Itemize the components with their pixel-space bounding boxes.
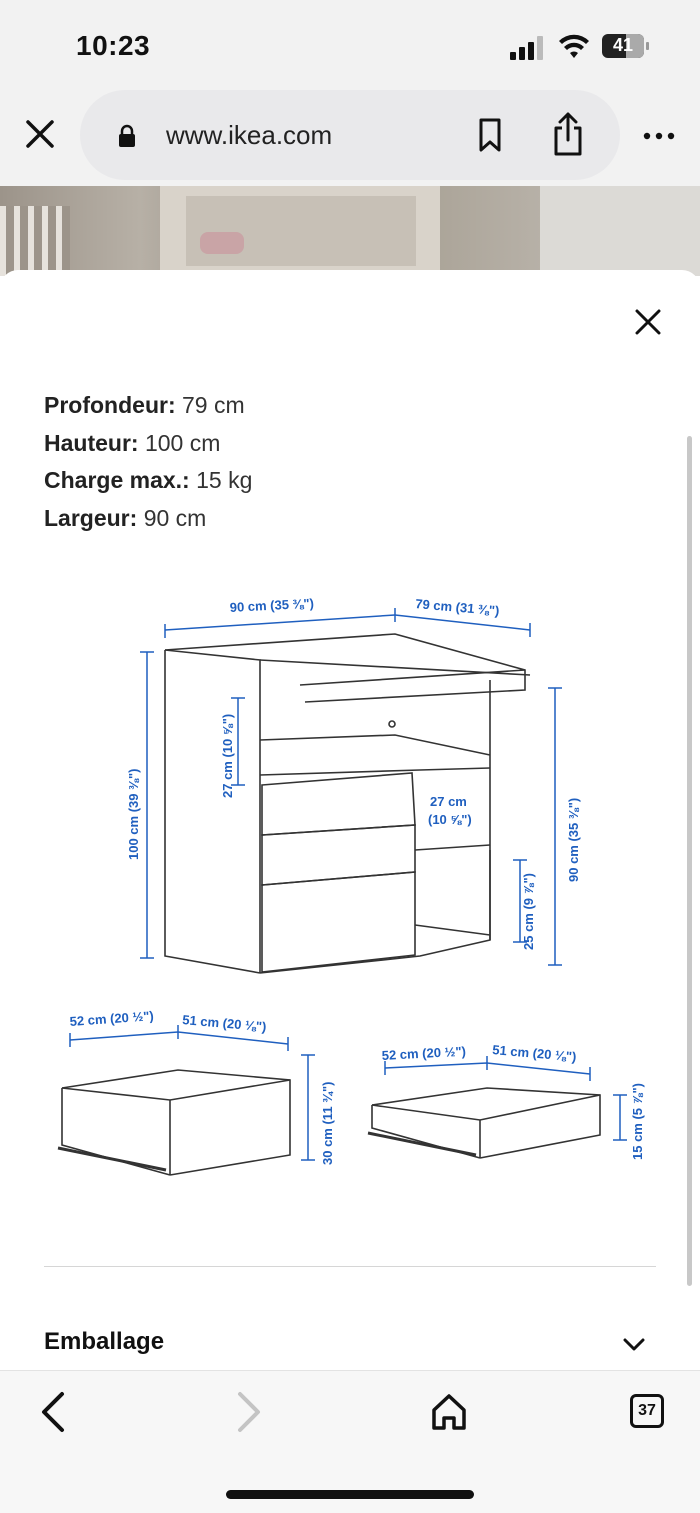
more-icon[interactable] (642, 126, 676, 146)
home-icon[interactable] (430, 1392, 468, 1432)
dim-side-gap-2: (10 ⅝") (428, 812, 472, 827)
divider (44, 1266, 656, 1267)
spec-depth: Profondeur: 79 cm (44, 392, 245, 418)
close-tab-icon[interactable] (22, 116, 58, 152)
battery-icon (602, 34, 650, 60)
status-time: 10:23 (76, 30, 151, 61)
dim-drawer1-depth: 51 cm (20 ⅛") (181, 1012, 267, 1035)
dim-drawer1-height: 30 cm (11 ¾") (320, 1081, 335, 1165)
url-text[interactable]: www.ikea.com (166, 120, 333, 150)
bookmark-icon[interactable] (478, 118, 502, 152)
scrollbar[interactable] (687, 436, 692, 1286)
address-bar[interactable] (80, 90, 620, 180)
dim-shelf-gap: 27 cm (10 ⅝") (220, 713, 235, 798)
signal-icon (510, 36, 546, 60)
dim-drawer2-width: 52 cm (20 ½") (381, 1043, 467, 1063)
dim-drawer1-width: 52 cm (20 ½") (69, 1008, 155, 1029)
forward-icon[interactable] (236, 1390, 264, 1434)
dim-depth-top: 79 cm (31 ⅜") (414, 596, 500, 619)
battery-level: 41 (612, 35, 634, 55)
dim-side-gap-1: 27 cm (430, 794, 467, 809)
close-icon[interactable] (634, 308, 662, 336)
spec-height: Hauteur: 100 cm (44, 430, 221, 456)
spec-width: Largeur: 90 cm (44, 505, 207, 531)
share-icon[interactable] (552, 112, 584, 156)
chevron-down-icon[interactable] (622, 1336, 646, 1354)
home-indicator (226, 1490, 474, 1499)
lock-icon (118, 124, 136, 148)
dim-height-table: 90 cm (35 ⅜") (566, 797, 581, 882)
dim-side-low: 25 cm (9 ⅞") (521, 873, 536, 950)
drawer-small-drawing (368, 1088, 600, 1158)
accordion-packaging-title[interactable]: Emballage (44, 1328, 165, 1355)
dim-drawer2-height: 15 cm (5 ⅞") (630, 1083, 645, 1160)
back-icon[interactable] (38, 1390, 66, 1434)
dim-drawer2-depth: 51 cm (20 ⅛") (491, 1042, 577, 1065)
dim-width-top: 90 cm (35 ⅜") (229, 595, 315, 615)
drawer-large-drawing (58, 1070, 290, 1175)
wifi-icon (558, 34, 590, 60)
tabs-button[interactable]: 37 (630, 1394, 664, 1428)
spec-max-load: Charge max.: 15 kg (44, 467, 253, 493)
dim-height-total: 100 cm (39 ⅜") (126, 768, 141, 860)
dimension-diagram (50, 580, 670, 1200)
product-photo (0, 186, 700, 276)
